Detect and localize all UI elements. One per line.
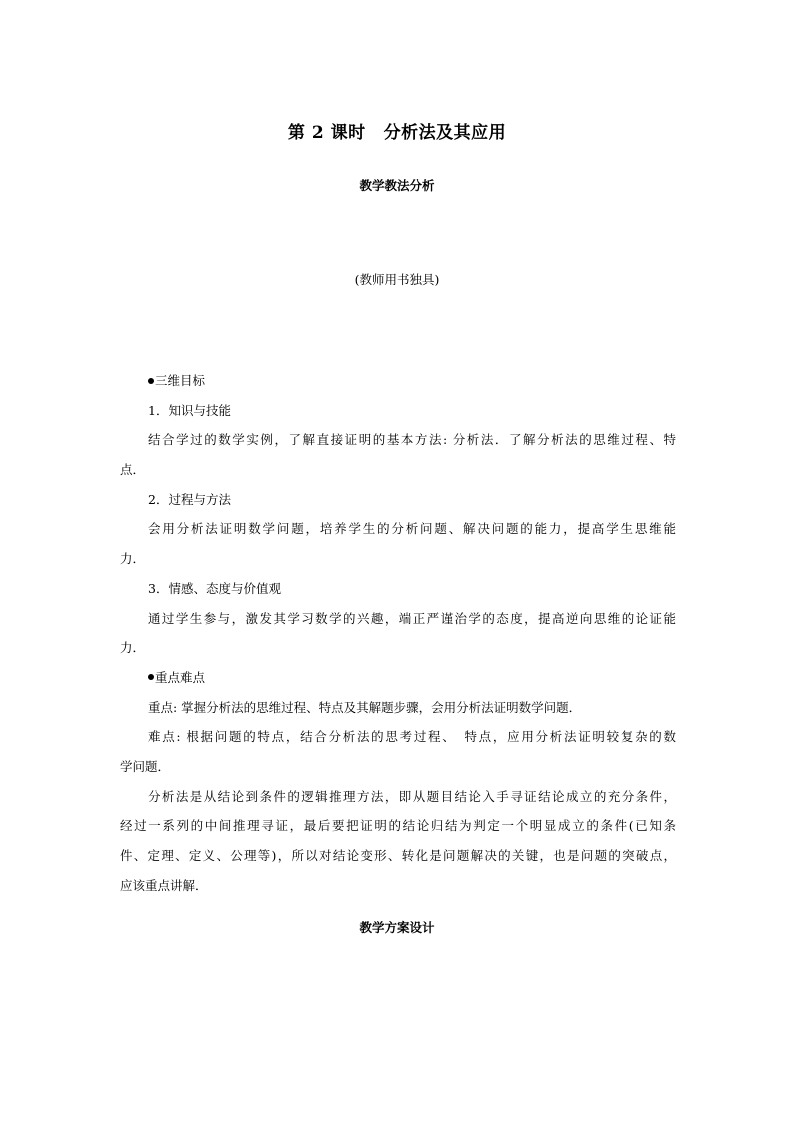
goal-2-title: 2．过程与方法 [148,491,231,507]
lesson-number: 第 2 课时 [287,123,366,143]
analysis-paragraph-line-4: 应该重点讲解． [120,877,208,893]
goals-heading-text: 三维目标 [155,373,206,388]
lesson-name: 分析法及其应用 [383,123,507,143]
goal-1-title: 1．知识与技能 [148,402,231,418]
bullet-icon [148,674,154,680]
lesson-title [0,118,794,143]
key-points-heading [120,663,676,693]
focus-point: 重点: 掌握分析法的思维过程、特点及其解题步骤，会用分析法证明数学问题． [148,699,582,715]
difficulty-line-2: 学问题． [120,758,171,774]
analysis-paragraph-line-1: 分析法是从结论到条件的逻辑推理方法，即从题目结论入手寻证结论成立的充分条件， [148,788,676,804]
goal-2-text-line-1: 会用分析法证明数学问题，培养学生的分析问题、解决问题的能力，提高学生思维能 [148,521,676,537]
goal-3-title: 3．情感、态度与价值观 [148,580,281,596]
analysis-paragraph-line-3: 件、定理、定义、公理等)，所以对结论变形、转化是问题解决的关键，也是问题的突破点， [120,848,676,863]
bullet-icon [148,378,154,384]
teacher-only-note: (教师用书独具) [354,272,440,287]
teaching-analysis-heading: 教学教法分析 [359,178,435,193]
key-points-heading-text: 重点难点 [155,669,206,685]
goal-2-text-line-2: 力． [120,551,146,567]
document-body [120,366,676,900]
goal-1-text-line-2: 点． [120,462,146,478]
teaching-design-heading: 教学方案设计 [359,920,435,935]
difficulty-line-1: 难点: 根据问题的特点，结合分析法的思考过程、 特点，应用分析法证明较复杂的数 [148,729,676,745]
goal-3-text-line-2: 力． [120,640,146,656]
goal-1-text-line-1: 结合学过的数学实例，了解直接证明的基本方法: 分析法．了解分析法的思维过程、特 [148,432,676,448]
goal-3-text-line-1: 通过学生参与，激发其学习数学的兴趣，端正严谨治学的态度，提高逆向思维的论证能 [148,610,676,626]
goals-heading [120,366,676,396]
analysis-paragraph-line-2: 经过一系列的中间推理寻证，最后要把证明的结论归结为判定一个明显成立的条件(已知条 [120,818,676,834]
